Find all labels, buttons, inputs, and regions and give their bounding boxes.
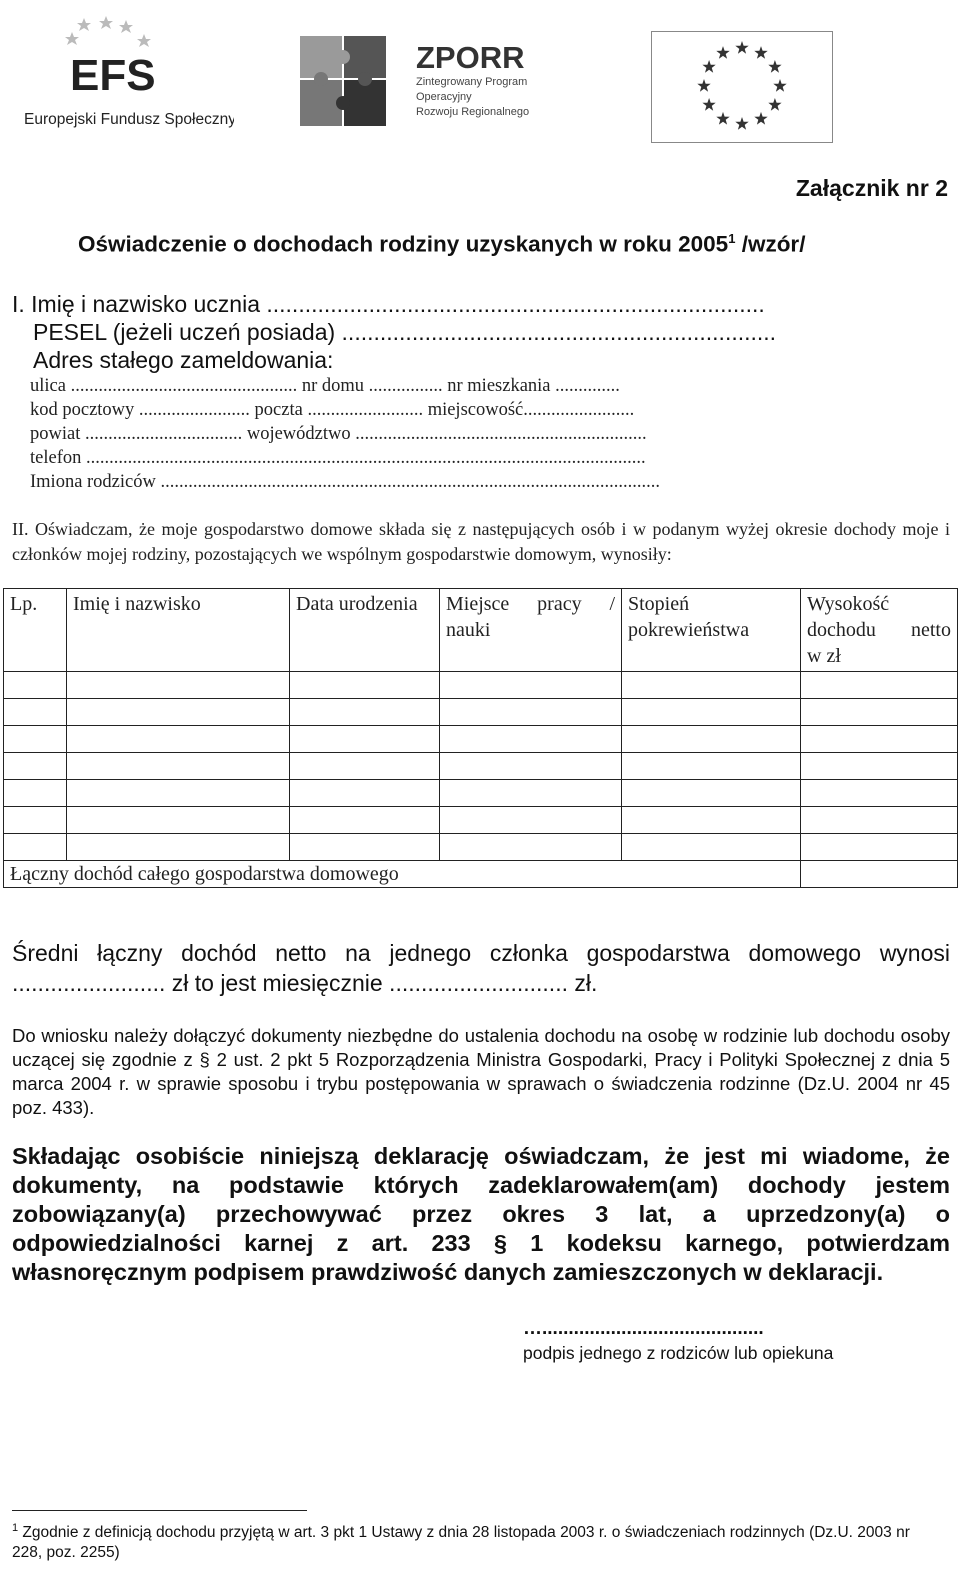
total-row[interactable]	[4, 861, 958, 888]
eu-star-icon	[702, 98, 715, 111]
declaration-text: Składając osobiście niniejszą deklarację oświadczam, że jest mi wiadome, że dokumenty, na podstawie których zadeklarowałem(am) dochody jestem zobowiązany(a) przechowywać przez okres 3 lat, a uprzedzony(a) o odpowiedzialności karnej z art. 233 § 1 kodeksu karnego, potwierdzam własnoręcznym podpisem prawdziwość danych zamieszczonych w deklaracji.	[12, 1143, 950, 1285]
eu-stars-icon	[652, 32, 832, 142]
parents-line[interactable]: Imiona rodziców ............................................................................................................	[30, 472, 660, 492]
table-header-row	[4, 589, 958, 672]
pesel-line[interactable]: PESEL (jeżeli uczeń posiada) ....................................................................	[33, 319, 777, 345]
zporr-line3: Rozwoju Regionalnego	[416, 106, 530, 118]
eu-star-icon	[697, 79, 710, 92]
efs-logo	[14, 14, 234, 142]
total-value-cell[interactable]	[801, 861, 958, 888]
efs-stars-icon	[14, 14, 234, 142]
footnote: $^1$ Zgodnie z definicją dochodu przyjętą w art. 3 pkt 1 Ustawy z dnia 28 listopada 2003 r. o świadczeniach rodzinnych (Dz.U. 2003 nr 228, poz. 2255)	[12, 1522, 910, 1562]
table-row[interactable]	[4, 726, 958, 753]
puzzle-icon	[300, 36, 386, 126]
table-row[interactable]	[4, 807, 958, 834]
header-name: Imię i nazwisko	[67, 589, 290, 672]
zporr-mark: ZPORR	[416, 40, 525, 75]
signature-label: podpis jednego z rodziców lub opiekuna	[523, 1343, 834, 1363]
efs-name: Europejski Fundusz Społeczny	[24, 111, 234, 128]
average-income-line[interactable]: Średni łączny dochód netto na jednego członka gospodarstwa domowego wynosi ........................ zł to jest miesięcznie ............................ zł.	[12, 940, 950, 996]
zporr-line2: Operacyjny	[416, 91, 472, 103]
footnote-mark: 1	[12, 1522, 19, 1534]
eu-star-icon	[735, 41, 748, 54]
header-income: Wysokość dochodu netto w zł	[801, 589, 958, 672]
section-ii-statement: II. Oświadczam, że moje gospodarstwo domowe składa się z następujących osób i w podanym wyżej okresie dochody moje i członków mojej rodziny, pozostających we wspólnym gospodarstwie domowym, wynosiły:	[12, 519, 950, 564]
efs-mark: EFS	[70, 51, 156, 100]
footnote-divider	[12, 1510, 307, 1511]
eu-star-icon	[716, 112, 729, 125]
attachment-note: Do wniosku należy dołączyć dokumenty niezbędne do ustalenia dochodu na osobę w rodzinie lub dochodu osoby uczącej się zgodnie z § 2 ust. 2 pkt 5 Rozporządzenia Ministra Gospodarki, Pracy i Polityki Społecznej z dnia 5 marca 2004 r. w sprawie sposobu i trybu postępowania w sprawach o świadczenia rodzinne (Dz.U. 2004 nr 45 poz. 433).	[12, 1025, 950, 1118]
eu-star-icon	[716, 46, 729, 59]
table-row[interactable]	[4, 672, 958, 699]
eu-star-icon	[768, 98, 781, 111]
eu-star-icon	[754, 46, 767, 59]
zporr-logo	[296, 30, 546, 135]
eu-star-icon	[754, 112, 767, 125]
table-row[interactable]	[4, 699, 958, 726]
title-footnote-mark: 1	[728, 231, 736, 246]
eu-star-icon	[702, 60, 715, 73]
table-row[interactable]	[4, 834, 958, 861]
student-name-line[interactable]: I. Imię i nazwisko ucznia ..............................................................................	[12, 291, 765, 317]
header-relation: Stopień pokrewieństwa	[622, 589, 801, 672]
zporr-line1: Zintegrowany Program	[416, 76, 528, 88]
income-table	[3, 588, 958, 888]
header-lp: Lp.	[4, 589, 67, 672]
annex-number: Załącznik nr 2	[795, 175, 948, 201]
document-title: Oświadczenie o dochodach rodziny uzyskanych w roku 2005$^1$ /wzór/	[78, 231, 806, 257]
table-row[interactable]	[4, 753, 958, 780]
signature-field[interactable]: …..........................................	[523, 1318, 764, 1339]
table-row[interactable]	[4, 780, 958, 807]
total-label: Łączny dochód całego gospodarstwa domowego	[4, 861, 801, 888]
eu-flag-logo	[651, 31, 833, 143]
eu-star-icon	[768, 60, 781, 73]
eu-star-icon	[773, 79, 786, 92]
street-line[interactable]: ulica ................................................. nr domu ................ nr mieszkania ..............	[30, 376, 620, 396]
header-birth: Data urodzenia	[290, 589, 440, 672]
header-work: Miejsce pracy / nauki	[440, 589, 622, 672]
postal-line[interactable]: kod pocztowy ........................ poczta ......................... miejscowość........................	[30, 400, 635, 420]
eu-star-icon	[735, 117, 748, 130]
phone-line[interactable]: telefon .........................................................................................................................	[30, 448, 646, 468]
county-line[interactable]: powiat .................................. województwo ...............................................................	[30, 424, 647, 444]
address-heading: Adres stałego zameldowania:	[33, 347, 334, 373]
